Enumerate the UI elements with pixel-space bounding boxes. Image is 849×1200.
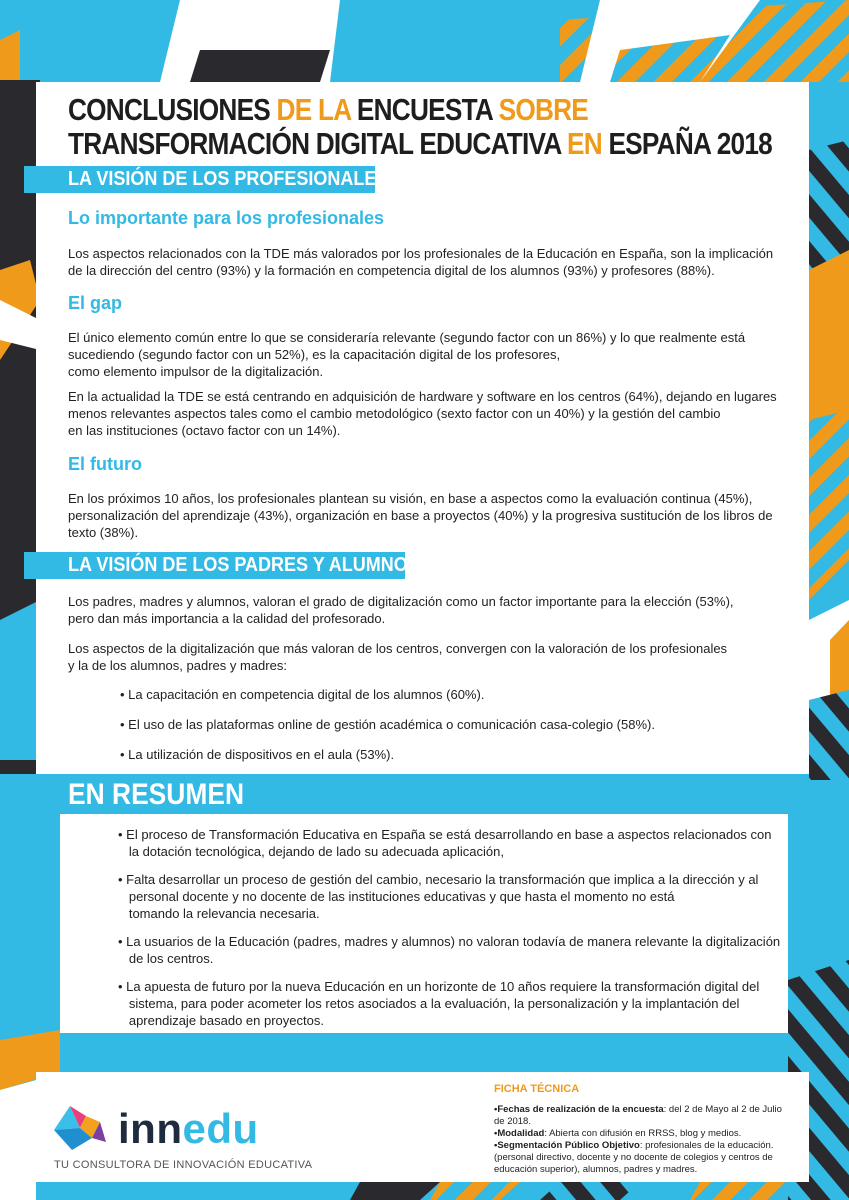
list-item bbox=[118, 826, 772, 860]
list-item: • La capacitación en competencia digital de los alumnos (60%). bbox=[120, 687, 485, 702]
text-line: en las instituciones (octavo factor con un 14%). bbox=[68, 423, 341, 438]
ficha-modalidad bbox=[494, 1128, 741, 1140]
list-item: • La utilización de dispositivos en el aula (53%). bbox=[120, 747, 395, 762]
ficha-label: •Segmentación Público Objetivo bbox=[494, 1140, 640, 1151]
text-line: En la actualidad la TDE se está centrando en adquisición de hardware y software en los centros (64%), dejando en lugares bbox=[68, 389, 777, 404]
ficha-tecnica-title: FICHA TÉCNICA bbox=[494, 1083, 580, 1095]
resumen-title: EN RESUMEN bbox=[68, 778, 245, 811]
heading-gap: El gap bbox=[68, 293, 123, 313]
text-line: texto (38%). bbox=[68, 525, 139, 540]
text-line: Los padres, madres y alumnos, valoran el grado de digitalización como un factor importante para la elección (53%), bbox=[68, 594, 734, 609]
paragraph-padres-1 bbox=[68, 593, 734, 627]
ficha-fechas-cont: de 2018. bbox=[494, 1116, 531, 1127]
text-line: • La apuesta de futuro por la nueva Educación en un horizonte de 10 años requiere la transformación digital del bbox=[118, 979, 760, 994]
ficha-value: : del 2 de Mayo al 2 de Julio bbox=[663, 1104, 782, 1115]
title-word: TRANSFORMACIÓN DIGITAL EDUCATIVA bbox=[68, 127, 568, 161]
page-title bbox=[68, 93, 772, 161]
innedu-logo bbox=[118, 1106, 259, 1152]
logo-part: inn bbox=[118, 1105, 183, 1152]
section-band-label: LA VISIÓN DE LOS PROFESIONALES bbox=[68, 168, 389, 190]
paragraph-importante bbox=[68, 245, 773, 279]
text-line: sucediendo (segundo factor con un 52%), es la capacitación digital de los profesores, bbox=[68, 347, 561, 362]
ficha-segmentacion-line: (personal directivo, docente y no docente de colegios y centros de bbox=[494, 1152, 773, 1163]
section-band-padres bbox=[24, 552, 420, 579]
title-word: ESPAÑA 2018 bbox=[608, 127, 772, 161]
section-band-label: LA VISIÓN DE LOS PADRES Y ALUMNOS bbox=[68, 554, 420, 576]
list-item bbox=[118, 933, 780, 967]
heading-importante: Lo importante para los profesionales bbox=[68, 208, 385, 228]
text-line: pero dan más importancia a la calidad del profesorado. bbox=[68, 611, 386, 626]
text-line: y la de los alumnos, padres y madres: bbox=[68, 658, 287, 673]
text-line: aprendizaje basado en proyectos. bbox=[118, 1013, 324, 1028]
innedu-logo-icon bbox=[52, 1102, 108, 1152]
title-word: CONCLUSIONES bbox=[68, 93, 277, 127]
text-line: • Falta desarrollar un proceso de gestión del cambio, necesario la transformación que implica a la dirección y al bbox=[118, 872, 759, 887]
text-line: menos relevantes aspectos tales como el cambio metodológico (sexto factor con un 40%) y la gestión del cambio bbox=[68, 406, 721, 421]
text-line: tomando la relevancia necesaria. bbox=[118, 906, 320, 921]
logo-part: edu bbox=[182, 1105, 259, 1152]
text-line: sistema, para poder acometer los retos asociados a la evaluación, la personalización y la implantación del bbox=[118, 996, 740, 1011]
title-word: DE LA bbox=[276, 93, 357, 127]
list-item: • El uso de las plataformas online de gestión académica o comunicación casa-colegio (58%). bbox=[120, 717, 655, 732]
title-word: SOBRE bbox=[498, 93, 589, 127]
list-item bbox=[118, 978, 759, 1029]
title-line-1 bbox=[68, 93, 772, 127]
text-line: como elemento impulsor de la digitalización. bbox=[68, 364, 324, 379]
text-line: • El proceso de Transformación Educativa en España se está desarrollando en base a aspectos relacionados con bbox=[118, 827, 772, 842]
text-line: de los centros. bbox=[118, 951, 214, 966]
text-line: personalización del aprendizaje (43%), organización en base a proyectos (40%) y la progresiva sustitución de los libros de bbox=[68, 508, 773, 523]
heading-futuro: El futuro bbox=[68, 454, 142, 474]
section-band-profesionales bbox=[24, 166, 389, 193]
text-line: Los aspectos relacionados con la TDE más valorados por los profesionales de la Educación en España, son la implicación bbox=[68, 246, 774, 261]
text-line: la dotación tecnológica, dejando de lado su adecuada aplicación, bbox=[118, 844, 504, 859]
ficha-fechas bbox=[494, 1104, 782, 1116]
title-line-2 bbox=[68, 127, 772, 161]
text-line: de la dirección del centro (93%) y la formación en competencia digital de los alumnos (93%) y profesores (88%). bbox=[68, 263, 715, 278]
ficha-value: : profesionales de la educación. bbox=[639, 1140, 774, 1151]
paragraph-padres-2 bbox=[68, 640, 727, 674]
paragraph-futuro bbox=[68, 490, 773, 541]
ficha-segmentacion-line: educación superior), alumnos, padres y madres. bbox=[494, 1164, 698, 1175]
ficha-segmentacion bbox=[494, 1140, 773, 1152]
tagline: TU CONSULTORA DE INNOVACIÓN EDUCATIVA bbox=[54, 1159, 313, 1171]
text-line: personal docente y no docente de las instituciones educativas y que hasta el momento no está bbox=[118, 889, 675, 904]
text-line: El único elemento común entre lo que se consideraría relevante (segundo factor con un 86%) y lo que realmente está bbox=[68, 330, 746, 345]
text-line: Los aspectos de la digitalización que más valoran de los centros, convergen con la valoración de los profesionales bbox=[68, 641, 728, 656]
list-item bbox=[118, 871, 758, 922]
ficha-label: •Fechas de realización de la encuesta bbox=[494, 1104, 664, 1115]
text-line: • La usuarios de la Educación (padres, madres y alumnos) no valoran todavía de manera relevante la digitalización bbox=[118, 934, 781, 949]
text-line: En los próximos 10 años, los profesionales plantean su visión, en base a aspectos como la evaluación continua (45%), bbox=[68, 491, 753, 506]
title-word: ENCUESTA bbox=[356, 93, 499, 127]
paragraph-gap-2 bbox=[68, 388, 777, 439]
ficha-label: •Modalidad bbox=[494, 1128, 545, 1139]
paragraph-gap-1 bbox=[68, 329, 745, 380]
title-word: EN bbox=[567, 127, 609, 161]
ficha-value: : Abierta con difusión en RRSS, blog y medios. bbox=[544, 1128, 742, 1139]
